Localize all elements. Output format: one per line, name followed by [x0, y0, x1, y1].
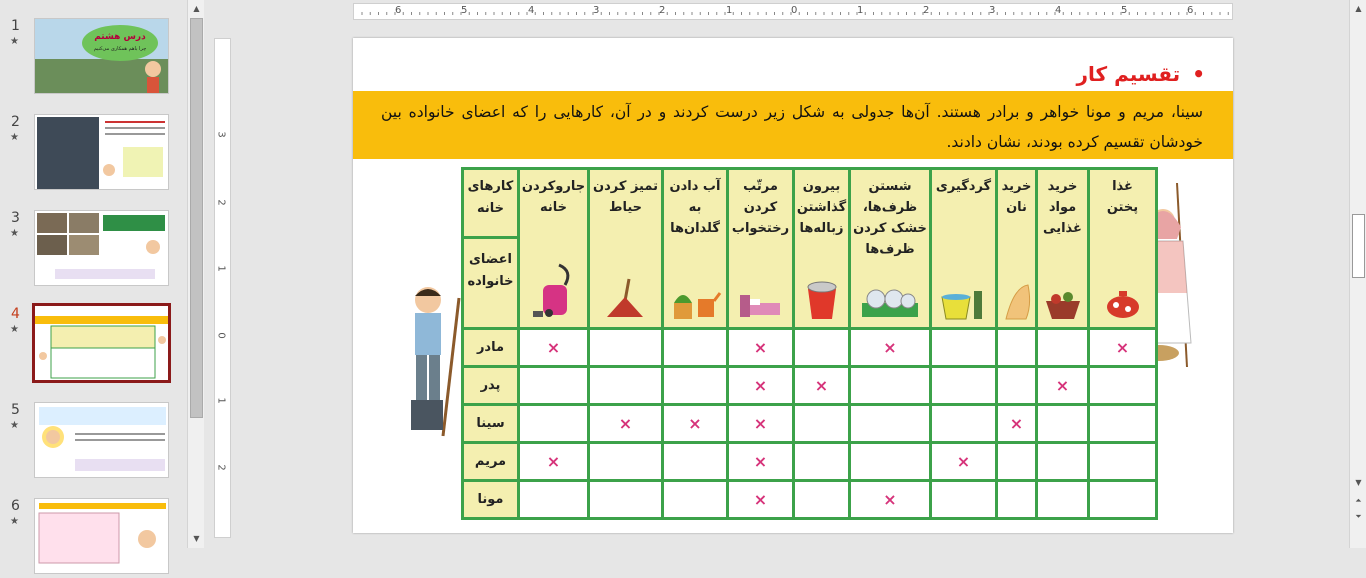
- thumbnail-art: [35, 115, 169, 190]
- column-header-label: خرید مواد غذایی: [1043, 179, 1082, 236]
- trash-bin-icon: [800, 277, 844, 321]
- assignment-mark: ×: [753, 414, 768, 433]
- assignment-cell[interactable]: [1037, 443, 1089, 481]
- column-header-trash: [794, 169, 850, 329]
- assignment-cell[interactable]: [850, 443, 931, 481]
- scroll-up-icon[interactable]: ▲: [1355, 4, 1362, 13]
- assignment-mark: ×: [753, 338, 768, 357]
- assignment-cell[interactable]: [1089, 405, 1157, 443]
- ruler-number: 0: [215, 332, 227, 339]
- animation-star-icon: ★: [10, 132, 19, 143]
- assignment-cell[interactable]: [519, 443, 589, 481]
- table-row: [463, 405, 1157, 443]
- slide-thumbnail-1[interactable]: [0, 18, 186, 98]
- column-header-label: جاروکردن خانه: [521, 179, 586, 215]
- ruler-number: 2: [215, 199, 227, 206]
- table-row: [463, 329, 1157, 367]
- assignment-cell[interactable]: [663, 443, 728, 481]
- row-header-member: مادر: [463, 329, 519, 367]
- assignment-cell[interactable]: [728, 443, 794, 481]
- assignment-cell[interactable]: [519, 481, 589, 519]
- dish-rack-icon: [858, 285, 922, 321]
- column-header-label: خرید نان: [1001, 179, 1032, 215]
- assignment-cell[interactable]: [931, 367, 997, 405]
- bed-icon: [736, 289, 786, 321]
- scrollbar-thumb[interactable]: [1352, 214, 1365, 278]
- vacuum-cleaner-icon: [529, 261, 579, 321]
- assignment-cell[interactable]: [1089, 481, 1157, 519]
- assignment-cell[interactable]: [850, 329, 931, 367]
- thumbnail-image: [34, 114, 169, 190]
- bucket-icon: [936, 285, 992, 321]
- thumb-subtitle: چرا باهم همکاری می‌کنیم: [93, 46, 147, 52]
- slide-number: 5: [11, 402, 20, 418]
- thumbnail-art: [35, 211, 169, 286]
- ruler-number: 1: [857, 5, 864, 16]
- animation-star-icon: ★: [10, 420, 19, 431]
- assignment-cell[interactable]: [728, 329, 794, 367]
- column-header-cooking: [1089, 169, 1157, 329]
- ruler-number: 1: [215, 265, 227, 272]
- row-header-member: مونا: [463, 481, 519, 519]
- assignment-cell[interactable]: [931, 443, 997, 481]
- assignment-cell[interactable]: [519, 405, 589, 443]
- assignment-mark: ×: [814, 376, 829, 395]
- intro-text-box[interactable]: سینا، مریم و مونا خواهر و برادر هستند. آن‌ها جدولی به شکل زیر درست کردند و در آن، کارهایی را که اعضای خانواده بین خودشان تقسیم کرده بودند، نشان دادند.: [353, 91, 1233, 159]
- vertical-ruler[interactable]: [214, 38, 231, 538]
- assignment-cell[interactable]: [931, 329, 997, 367]
- assignment-mark: ×: [1055, 376, 1070, 395]
- assignment-cell[interactable]: [997, 405, 1037, 443]
- assignment-cell[interactable]: [519, 329, 589, 367]
- assignment-cell[interactable]: [728, 481, 794, 519]
- slide-canvas[interactable]: [353, 38, 1233, 533]
- assignment-cell[interactable]: [1037, 405, 1089, 443]
- scroll-up-icon[interactable]: ▲: [193, 4, 200, 13]
- scroll-down-icon[interactable]: ▼: [193, 534, 200, 543]
- thumbnail-image: [34, 210, 169, 286]
- assignment-mark: ×: [753, 490, 768, 509]
- ruler-number: 4: [528, 5, 535, 16]
- assignment-cell[interactable]: [589, 443, 663, 481]
- corner-header: [463, 169, 519, 329]
- thumbnail-image: [34, 402, 169, 478]
- column-header-yard: [589, 169, 663, 329]
- column-header-vacuum: [519, 169, 589, 329]
- slide-thumbnail-4[interactable]: [0, 306, 186, 386]
- assignment-cell[interactable]: [519, 367, 589, 405]
- ruler-number: 2: [215, 464, 227, 471]
- assignment-cell[interactable]: [1037, 367, 1089, 405]
- assignment-cell[interactable]: [794, 443, 850, 481]
- thumbnail-scrollbar[interactable]: [187, 0, 204, 548]
- column-header-groceries: [1037, 169, 1089, 329]
- ruler-number: 6: [395, 5, 402, 16]
- column-header-label: گردگیری: [935, 179, 992, 194]
- assignment-mark: ×: [883, 338, 897, 357]
- ruler-number: 6: [1187, 5, 1194, 16]
- ruler-number: 3: [593, 5, 600, 16]
- boy-illustration: [403, 278, 465, 438]
- table-row: [463, 443, 1157, 481]
- thumbnail-image: [34, 18, 169, 94]
- column-header-label: آب دادن به گلدان‌ها: [669, 179, 721, 236]
- corner-label-members: اعضای خانواده: [467, 252, 514, 289]
- assignment-mark: ×: [1009, 414, 1024, 433]
- assignment-cell[interactable]: [589, 481, 663, 519]
- assignment-cell[interactable]: [1089, 329, 1157, 367]
- assignment-cell[interactable]: [1089, 367, 1157, 405]
- slide-scrollbar[interactable]: [1349, 0, 1366, 548]
- animation-star-icon: ★: [10, 228, 19, 239]
- assignment-cell[interactable]: [997, 481, 1037, 519]
- ruler-number: 2: [659, 5, 666, 16]
- assignment-mark: ×: [883, 490, 897, 509]
- table-header-row: [463, 169, 1157, 329]
- next-slide-icon[interactable]: ⏷: [1355, 512, 1362, 521]
- column-header-label: غذا پختن: [1106, 179, 1139, 215]
- assignment-mark: ×: [546, 452, 561, 471]
- assignment-cell[interactable]: [1089, 443, 1157, 481]
- animation-star-icon: ★: [10, 516, 19, 527]
- column-header-label: شستن ظرف‌ها، خشک کردن ظرف‌ها: [853, 179, 927, 257]
- ruler-number: 0: [791, 5, 798, 16]
- assignment-cell[interactable]: [1037, 329, 1089, 367]
- assignment-cell[interactable]: [997, 329, 1037, 367]
- thumbnail-image: [34, 498, 169, 574]
- corner-label-chores: کارهای خانه: [467, 179, 514, 216]
- assignment-mark: ×: [546, 338, 561, 357]
- broom-icon: [599, 277, 653, 321]
- slide-number: 4: [11, 306, 20, 322]
- assignment-cell[interactable]: [589, 329, 663, 367]
- table-row: [463, 481, 1157, 519]
- row-header-member: سینا: [463, 405, 519, 443]
- thumbnail-art: [35, 499, 169, 574]
- ruler-number: 1: [726, 5, 733, 16]
- assignment-mark: ×: [753, 452, 768, 471]
- slide-thumbnail-pane: [0, 0, 186, 548]
- assignment-cell[interactable]: [728, 367, 794, 405]
- column-header-plants: [663, 169, 728, 329]
- ruler-number: 5: [1121, 5, 1128, 16]
- scroll-down-icon[interactable]: ▼: [1355, 478, 1362, 487]
- assignment-cell[interactable]: [663, 405, 728, 443]
- assignment-mark: ×: [956, 452, 971, 471]
- thumbnail-image: [32, 303, 171, 383]
- scrollbar-thumb[interactable]: [190, 18, 203, 418]
- assignment-cell[interactable]: [589, 367, 663, 405]
- assignment-cell[interactable]: [997, 367, 1037, 405]
- thumbnail-art: [35, 403, 169, 478]
- ruler-number: 2: [923, 5, 930, 16]
- column-header-label: مرتّب کردن رختخواب: [731, 179, 790, 236]
- assignment-cell[interactable]: [931, 405, 997, 443]
- assignment-cell[interactable]: [794, 367, 850, 405]
- ruler-number: 4: [1055, 5, 1062, 16]
- slide-thumbnail-2[interactable]: [0, 114, 186, 194]
- bread-icon: [1000, 281, 1034, 321]
- assignment-cell[interactable]: [997, 443, 1037, 481]
- ruler-number: 1: [215, 397, 227, 404]
- slide-thumbnail-3[interactable]: [0, 210, 186, 290]
- thumb-title: درس هشتم: [94, 32, 146, 42]
- slide-thumbnail-6[interactable]: [0, 498, 186, 578]
- animation-star-icon: ★: [10, 36, 19, 47]
- column-header-bed: [728, 169, 794, 329]
- grocery-basket-icon: [1042, 285, 1084, 321]
- assignment-cell[interactable]: [1037, 481, 1089, 519]
- table-row: [463, 367, 1157, 405]
- assignment-cell[interactable]: [794, 405, 850, 443]
- row-header-member: مریم: [463, 443, 519, 481]
- corner-divider: [461, 236, 520, 293]
- assignment-mark: ×: [688, 414, 702, 433]
- slide-thumbnail-5[interactable]: [0, 402, 186, 482]
- column-header-bread: [997, 169, 1037, 329]
- slide-number: 3: [11, 210, 20, 226]
- ruler-number: 5: [461, 5, 468, 16]
- row-header-member: پدر: [463, 367, 519, 405]
- slide-number: 2: [11, 114, 20, 130]
- horizontal-ruler[interactable]: [353, 3, 1233, 20]
- assignment-mark: ×: [753, 376, 768, 395]
- slide-number: 6: [11, 498, 20, 514]
- assignment-cell[interactable]: [850, 405, 931, 443]
- assignment-cell[interactable]: [663, 329, 728, 367]
- assignment-cell[interactable]: [850, 367, 931, 405]
- assignment-cell[interactable]: [589, 405, 663, 443]
- thumbnail-art: [35, 306, 170, 382]
- previous-slide-icon[interactable]: ⏶: [1355, 496, 1362, 505]
- assignment-cell[interactable]: [794, 329, 850, 367]
- assignment-cell[interactable]: [663, 367, 728, 405]
- column-header-label: بیرون گذاشتن زباله‌ها: [796, 179, 847, 236]
- thumbnail-art: [35, 19, 169, 94]
- chore-division-table[interactable]: [461, 167, 1158, 520]
- slide-number: 1: [11, 18, 20, 34]
- column-header-dishes: [850, 169, 931, 329]
- ruler-number: 3: [215, 131, 227, 138]
- assignment-mark: ×: [1115, 338, 1130, 357]
- slide-title[interactable]: • تقسیم کار: [1076, 62, 1205, 86]
- column-header-dusting: [931, 169, 997, 329]
- assignment-cell[interactable]: [794, 481, 850, 519]
- ruler-number: 3: [989, 5, 996, 16]
- assignment-cell[interactable]: [850, 481, 931, 519]
- animation-star-icon: ★: [10, 324, 19, 335]
- column-header-label: تمیز کردن حیاط: [593, 179, 658, 215]
- assignment-cell[interactable]: [931, 481, 997, 519]
- assignment-mark: ×: [618, 414, 633, 433]
- assignment-cell[interactable]: [663, 481, 728, 519]
- cooking-pot-icon: [1102, 285, 1144, 321]
- watering-can-icon: [668, 285, 722, 321]
- assignment-cell[interactable]: [728, 405, 794, 443]
